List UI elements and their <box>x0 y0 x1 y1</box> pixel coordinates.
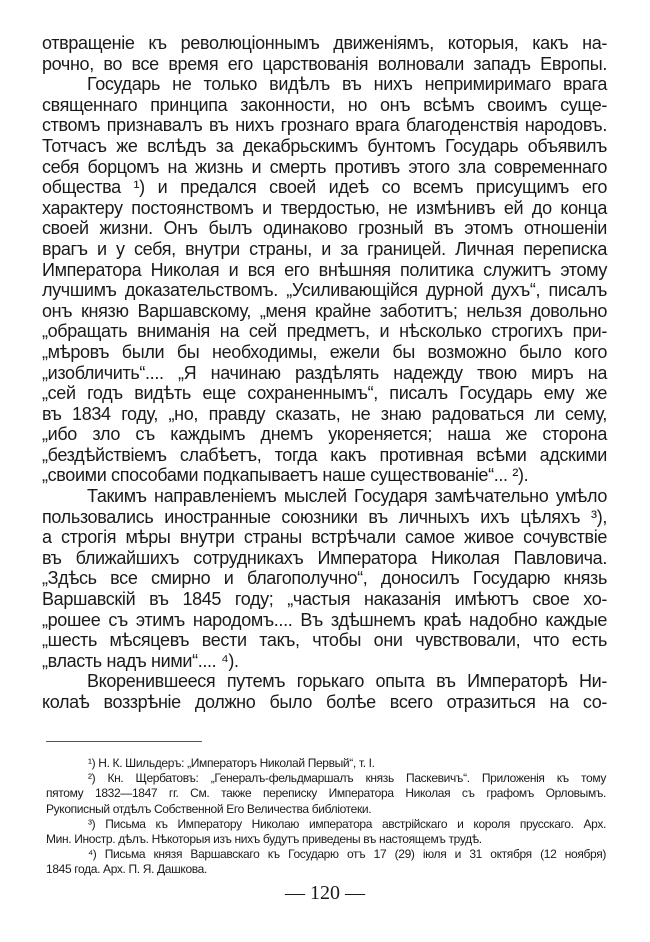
text-line: священнаго принципа законности, но онъ всѣмъ своимъ суще- <box>42 94 607 115</box>
text-line: „своими способами подкапываетъ наше существованіе“... ²). <box>42 465 529 486</box>
footnote-line: пятому 1832—1847 гг. См. также переписку Императора Николая съ графомъ Орловымъ. <box>46 786 606 801</box>
text-line: Императора Николая и вся его внѣшняя политика служитъ этому <box>42 259 607 280</box>
text-line: „ибо зло съ каждымъ днемъ укореняется; наша же сторона <box>42 424 607 445</box>
text-line: въ ближайшихъ сотрудникахъ Императора Николая Павловича. <box>42 547 607 568</box>
text-line: пользовались иностранные союзники въ личныхъ ихъ цѣляхъ ³), <box>42 506 607 527</box>
text-line: себя борцомъ на жизнь и смерть противъ этого зла современнаго <box>42 156 607 177</box>
footnote-line: 1845 года. Арх. П. Я. Дашкова. <box>46 862 207 877</box>
text-line: „бездѣйствіемъ слабѣетъ, тогда какъ противная всѣми адскими <box>42 444 607 465</box>
text-line: Такимъ направленіемъ мыслей Государя замѣчательно умѣло <box>87 486 607 507</box>
footnote-line: Мин. Иностр. дѣлъ. Нѣкоторыя изъ нихъ будутъ приведены въ настоящемъ трудѣ. <box>46 832 482 847</box>
text-line: ствомъ признавалъ въ нихъ грознаго врага благоденствія народовъ. <box>42 115 607 136</box>
text-line: Варшавскій въ 1845 году; „частыя наказанія имѣютъ свое хо- <box>42 589 607 610</box>
text-line: „шесть мѣсяцевъ вести такъ, чтобы они чувствовали, что есть <box>42 630 607 651</box>
text-line: „рошее съ этимъ народомъ.... Въ здѣшнемъ краѣ надобно каждые <box>42 609 607 630</box>
footnotes <box>46 756 606 878</box>
text-line: врагъ и у себя, внутри страны, и за границей. Личная переписка <box>42 238 607 259</box>
text-line: лучшимъ доказательствомъ. „Усиливающійся дурной духъ“, писалъ <box>42 280 607 301</box>
text-line: „Здѣсь все смирно и благополучно“, доносилъ Государю князь <box>42 568 607 589</box>
text-line: а строгія мѣры внутри страны встрѣчали самое живое сочувствіе <box>42 527 607 548</box>
footnote-line: ⁴) Письма князя Варшавскаго къ Государю отъ 17 (29) іюля и 31 октября (12 ноября) <box>88 847 606 862</box>
text-line: отвращеніе къ революціоннымъ движеніямъ, которыя, какъ на- <box>42 33 607 53</box>
text-line: „сей годъ видѣть еще сохраненнымъ“, писалъ Государь ему же <box>42 383 607 404</box>
main-text <box>42 33 607 713</box>
text-line: рочно, во все время его царствованія волновали западъ Европы. <box>42 53 607 74</box>
text-line: колаѣ воззрѣніе должно было болѣе всего отразиться на со- <box>42 692 607 712</box>
text-line: въ 1834 году, „но, правду сказать, не знаю радоваться ли сему, <box>42 403 607 424</box>
text-line: „обращать вниманія на сей предметъ, и нѣсколько строгихъ при- <box>42 321 607 342</box>
text-line: Тотчасъ же вслѣдъ за декабрьскимъ бунтомъ Государь объявилъ <box>42 135 607 156</box>
footnote-line: Рукописный отдѣлъ Собственной Его Величества библіотеки. <box>46 801 372 816</box>
text-line: „изобличить“.... „Я начинаю раздѣлять надежду твою миръ на <box>42 362 607 383</box>
text-line: онъ князю Варшавскому, „меня крайне заботитъ; нельзя довольно <box>42 300 607 321</box>
text-line: общества ¹) и предался своей идеѣ со всемъ присущимъ его <box>42 177 607 198</box>
footnote-line: ²) Кн. Щербатовъ: „Генералъ-фельдмаршалъ князь Паскевичъ“. Приложенія къ тому <box>88 771 606 786</box>
footnote-line: ¹) Н. К. Шильдеръ: „Императоръ Николай Первый“, т. I. <box>88 756 375 770</box>
text-line: „власть надъ ними“.... ⁴). <box>42 650 239 671</box>
text-line: Вкоренившееся путемъ горькаго опыта въ Императорѣ Ни- <box>87 671 607 692</box>
text-line: „мѣровъ были бы необходимы, ежели бы возможно было кого <box>42 341 607 362</box>
text-line: Государь не только видѣлъ въ нихъ непримиримаго врага <box>87 74 607 95</box>
page-number: — 120 — <box>285 882 365 904</box>
footnote-line: ³) Письма къ Императору Николаю императора австрійскаго и короля прусскаго. Арх. <box>88 816 606 831</box>
text-line: своей жизни. Онъ былъ одинаково грозный въ этомъ отношеніи <box>42 218 607 239</box>
text-line: характеру постоянствомъ и твердостью, не измѣнивъ ей до конца <box>42 197 607 218</box>
footnote-separator <box>46 741 202 742</box>
